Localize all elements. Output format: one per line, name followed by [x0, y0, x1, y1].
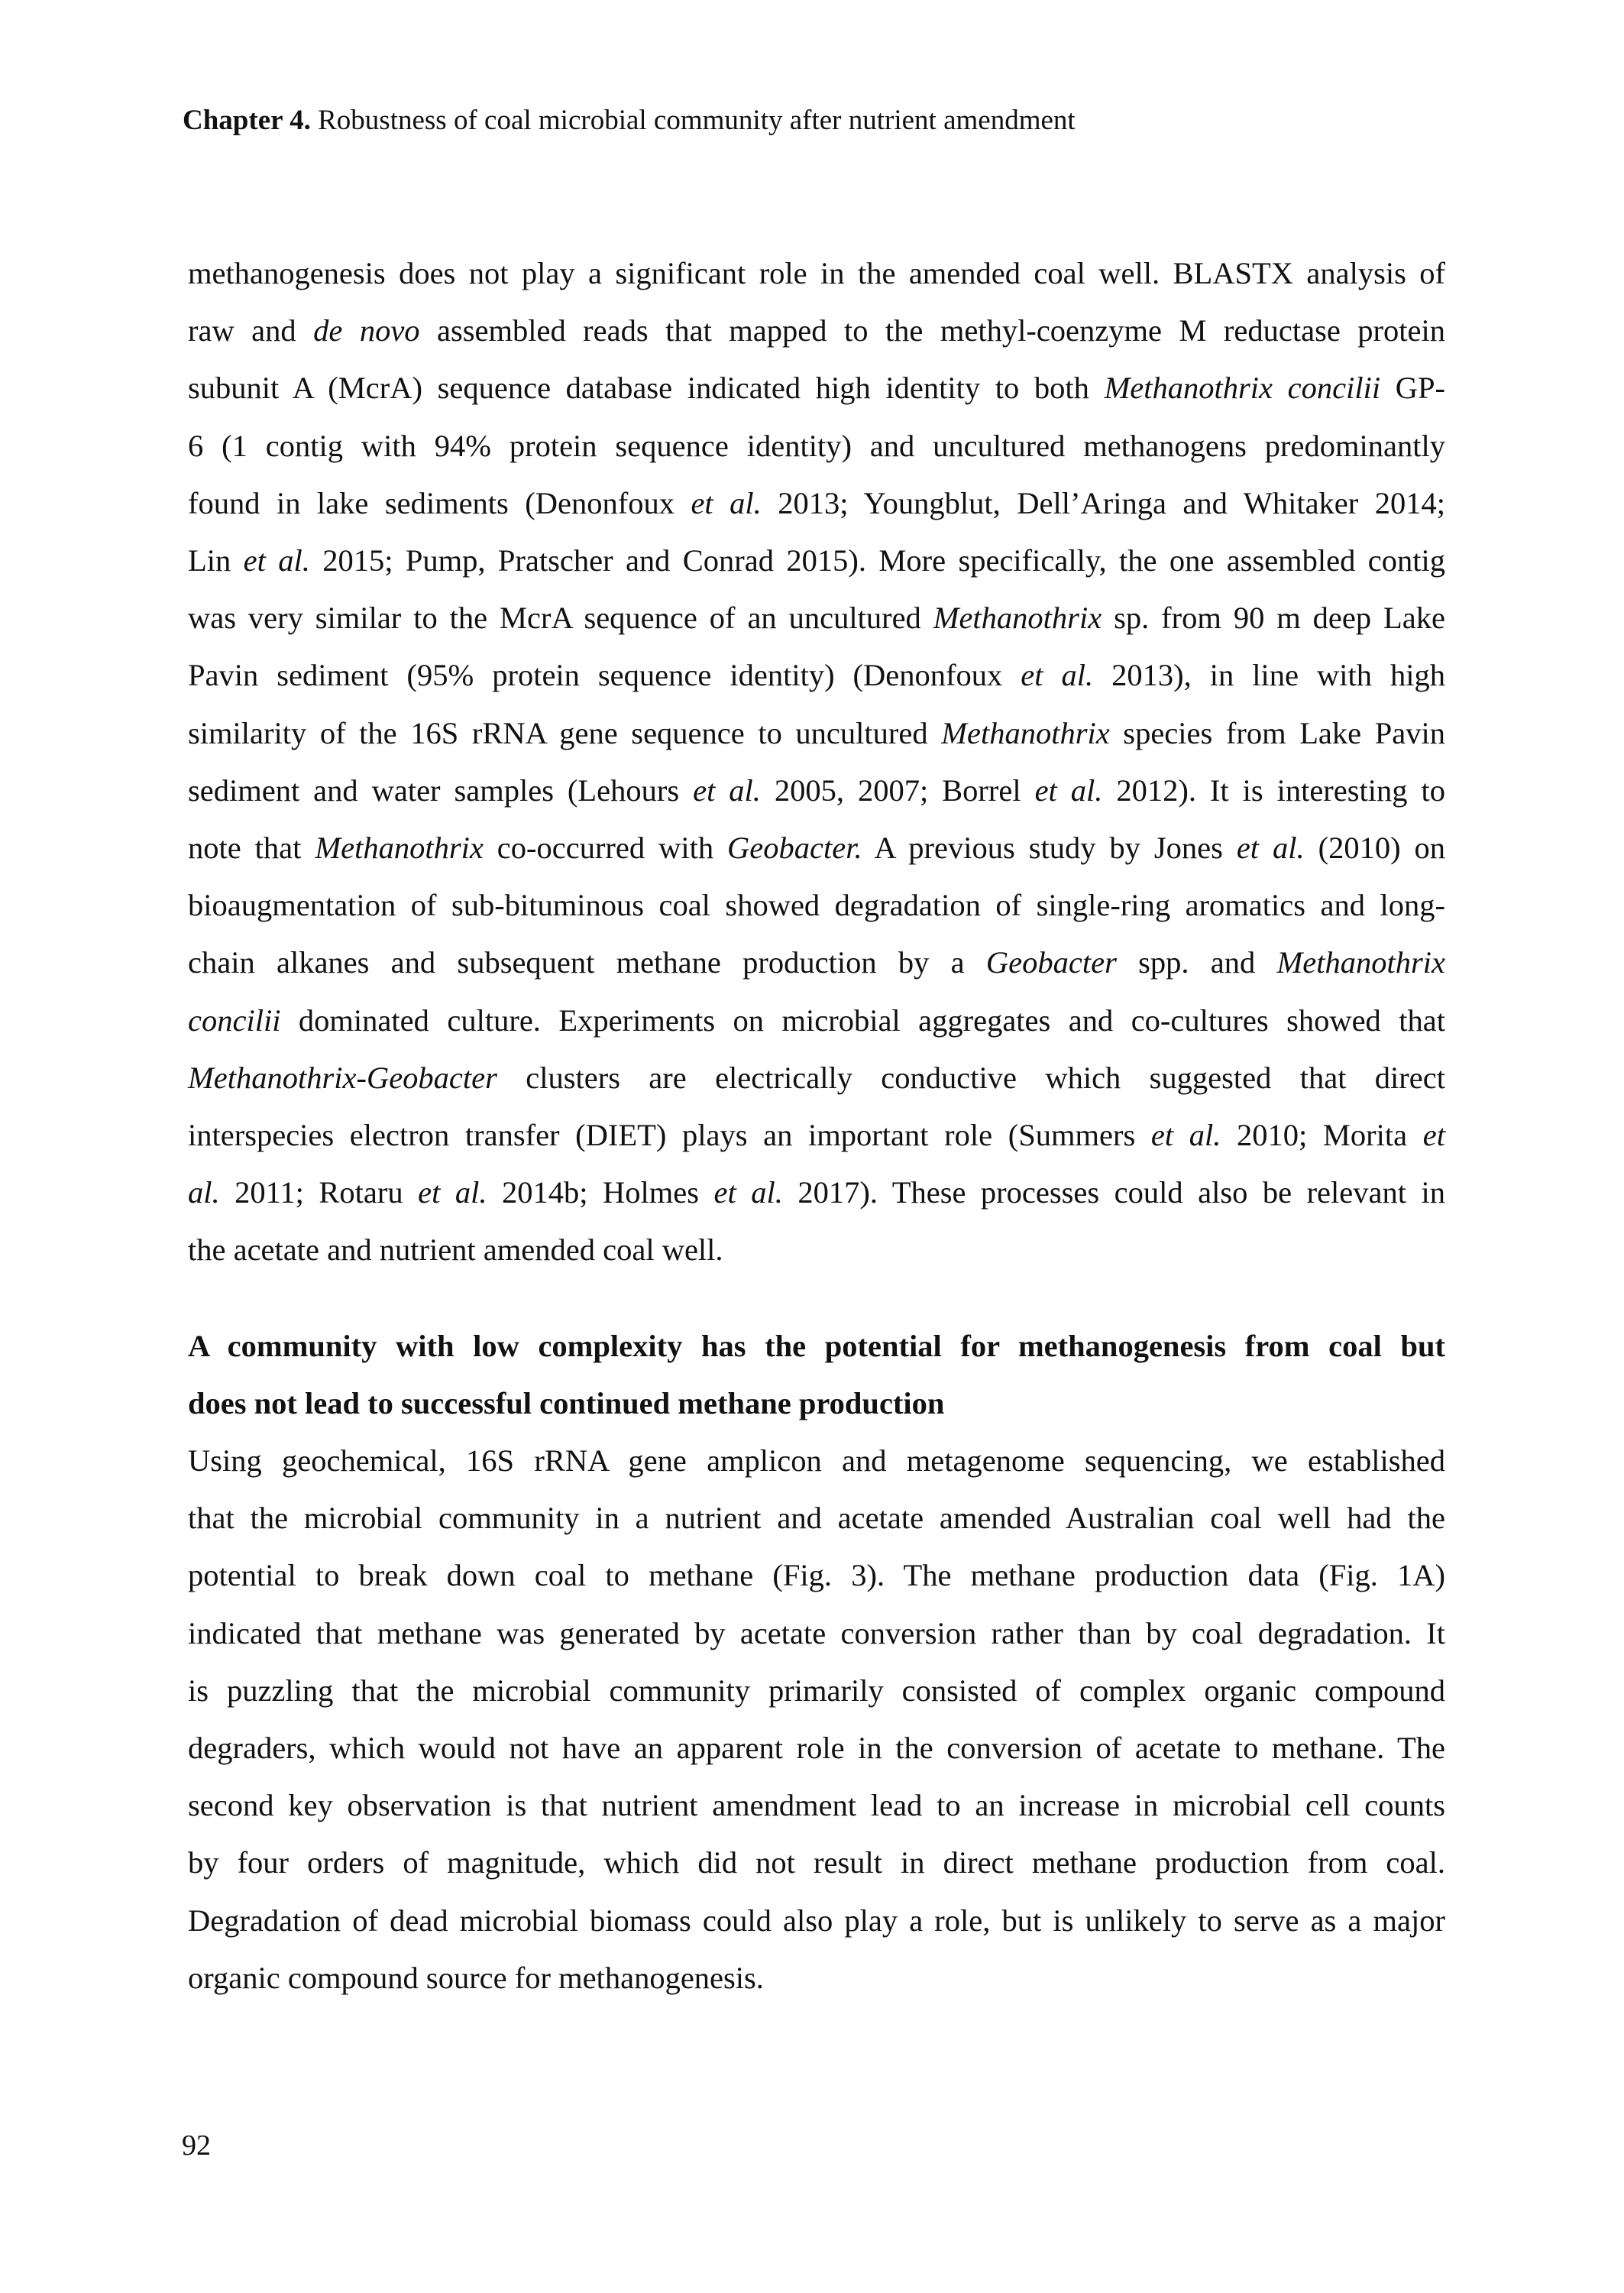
- text-run: potential to break down coal to methane (Fig. 3). The methane production data (Fig. 1A): [188, 1558, 1445, 1593]
- text-line: [188, 589, 1445, 646]
- text-line: [188, 1221, 1445, 1278]
- text-line: [188, 1489, 1445, 1546]
- italic-term: Methanothrix: [941, 715, 1110, 750]
- italic-term: et al.: [1034, 772, 1103, 808]
- main-text: [188, 245, 1445, 2006]
- text-run: Degradation of dead microbial biomass could also play a role, but is unlikely to serve as a major: [188, 1903, 1445, 1938]
- text-run: note that: [188, 831, 315, 866]
- text-run: 2011; Rotaru: [219, 1175, 419, 1210]
- text-line: [188, 934, 1445, 991]
- text-line: [188, 1106, 1445, 1164]
- text-run: 2013; Youngblut, Dell’Aringa and Whitaker 2014;: [761, 485, 1445, 520]
- text-run: Pavin sediment (95% protein sequence identity) (Denonfoux: [188, 658, 1021, 693]
- text-run: sp. from 90 m deep Lake: [1102, 601, 1445, 636]
- text-line: [188, 762, 1445, 819]
- text-line: [188, 704, 1445, 762]
- text-run: methanogenesis does not play a significant role in the amended coal well. BLASTX analysis of: [188, 256, 1445, 290]
- text-line: [188, 302, 1445, 359]
- text-run: GP-: [1380, 371, 1445, 406]
- text-run: spp. and: [1116, 945, 1277, 980]
- text-run: bioaugmentation of sub-bituminous coal showed degradation of single-ring aromatics and long-: [188, 888, 1445, 923]
- italic-term: Methanothrix concilii: [1104, 371, 1381, 406]
- text-run: 6 (1 contig with 94% protein sequence identity) and uncultured methanogens predominantly: [188, 428, 1445, 463]
- text-line: [188, 1892, 1445, 1949]
- text-line: [188, 1719, 1445, 1776]
- text-line: [188, 532, 1445, 589]
- text-run: assembled reads that mapped to the methyl-coenzyme M reductase protein: [419, 313, 1446, 348]
- text-run: co-occurred with: [483, 831, 728, 866]
- italic-term: Methanothrix: [315, 831, 484, 866]
- italic-term: Methanothrix: [933, 601, 1102, 636]
- italic-term: concilii: [188, 1002, 281, 1038]
- section-heading-line: does not lead to successful continued methane production: [188, 1385, 945, 1420]
- text-run: was very similar to the McrA sequence of an uncultured: [188, 601, 933, 636]
- text-run: (2010) on: [1304, 831, 1446, 866]
- text-run: 2014b; Holmes: [487, 1175, 714, 1210]
- text-run: chain alkanes and subsequent methane production by a: [188, 945, 986, 980]
- text-run: interspecies electron transfer (DIET) plays an important role (Summers: [188, 1118, 1151, 1153]
- text-line: [188, 1834, 1445, 1891]
- text-line: [188, 1605, 1445, 1662]
- italic-term: et al.: [418, 1175, 487, 1210]
- italic-term: de novo: [313, 313, 420, 348]
- text-line: [188, 359, 1445, 416]
- text-line: [188, 417, 1445, 474]
- italic-term: Methanothrix: [1276, 945, 1445, 980]
- text-run: sediment and water samples (Lehours: [188, 772, 694, 808]
- text-run: species from Lake Pavin: [1109, 715, 1445, 750]
- text-run: 2015; Pump, Pratscher and Conrad 2015). More specifically, the one assembled contig: [309, 543, 1446, 578]
- paragraph-2: [188, 1432, 1445, 2006]
- text-run: indicated that methane was generated by acetate conversion rather than by coal degradation. It: [188, 1615, 1445, 1650]
- text-run: degraders, which would not have an apparent role in the conversion of acetate to methane. The: [188, 1731, 1445, 1766]
- text-line: [188, 1546, 1445, 1604]
- text-line: [188, 1049, 1445, 1106]
- italic-term: Geobacter.: [727, 831, 862, 866]
- text-run: similarity of the 16S rRNA gene sequence to uncultured: [188, 715, 942, 750]
- italic-term: et al.: [713, 1175, 783, 1210]
- italic-term: et al.: [243, 543, 310, 578]
- text-run: 2010; Morita: [1221, 1118, 1423, 1153]
- text-run: by four orders of magnitude, which did not result in direct methane production from coal.: [188, 1845, 1445, 1880]
- italic-term: et al.: [1236, 831, 1305, 866]
- italic-term: et al.: [691, 485, 762, 520]
- text-line: [188, 1949, 1445, 2006]
- italic-term: et al.: [693, 772, 761, 808]
- paragraph-1: [188, 245, 1445, 1279]
- text-run: that the microbial community in a nutrient and acetate amended Australian coal well had the: [188, 1501, 1445, 1536]
- text-run: 2017). These processes could also be relevant in: [782, 1175, 1445, 1210]
- text-run: Using geochemical, 16S rRNA gene amplicon and metagenome sequencing, we established: [188, 1443, 1445, 1478]
- text-run: Lin: [188, 543, 244, 578]
- text-line: [188, 646, 1445, 704]
- text-run: organic compound source for methanogenesis.: [188, 1960, 764, 1995]
- italic-term: Geobacter: [985, 945, 1117, 980]
- text-run: 2012). It is interesting to: [1102, 772, 1445, 808]
- text-run: the acetate and nutrient amended coal well.: [188, 1232, 723, 1268]
- text-run: 2005, 2007; Borrel: [760, 772, 1035, 808]
- section-heading-line: A community with low complexity has the potential for methanogenesis from coal but: [188, 1328, 1445, 1363]
- italic-term: et: [1422, 1118, 1445, 1153]
- text-run: 2013), in line with high: [1093, 658, 1445, 693]
- text-line: [188, 876, 1445, 934]
- text-run: raw and: [188, 313, 314, 348]
- text-line: [188, 1164, 1445, 1221]
- italic-term: et al.: [1150, 1118, 1221, 1153]
- text-line: [188, 819, 1445, 876]
- italic-term: al.: [188, 1175, 220, 1210]
- text-line: [188, 1662, 1445, 1719]
- chapter-title: Robustness of coal microbial community after nutrient amendment: [318, 105, 1076, 136]
- text-line: [188, 992, 1445, 1049]
- page-number: 92: [182, 2129, 211, 2162]
- text-run: dominated culture. Experiments on microbial aggregates and co-cultures showed that: [280, 1002, 1445, 1038]
- text-run: is puzzling that the microbial community primarily consisted of complex organic compound: [188, 1673, 1445, 1708]
- text-run: clusters are electrically conductive which suggested that direct: [497, 1060, 1445, 1095]
- text-run: found in lake sediments (Denonfoux: [188, 485, 691, 520]
- chapter-label: Chapter 4.: [183, 105, 311, 136]
- running-header: [183, 104, 1076, 137]
- text-line: [188, 1432, 1445, 1489]
- text-run: A previous study by Jones: [862, 831, 1237, 866]
- text-line: [188, 1776, 1445, 1834]
- text-run: second key observation is that nutrient amendment lead to an increase in microbial cell counts: [188, 1788, 1445, 1823]
- text-line: [188, 474, 1445, 532]
- text-line: [188, 245, 1445, 302]
- section-heading: [188, 1317, 1445, 1432]
- italic-term: et al.: [1021, 658, 1094, 693]
- text-run: subunit A (McrA) sequence database indicated high identity to both: [188, 371, 1105, 406]
- italic-term: Methanothrix-Geobacter: [188, 1060, 497, 1095]
